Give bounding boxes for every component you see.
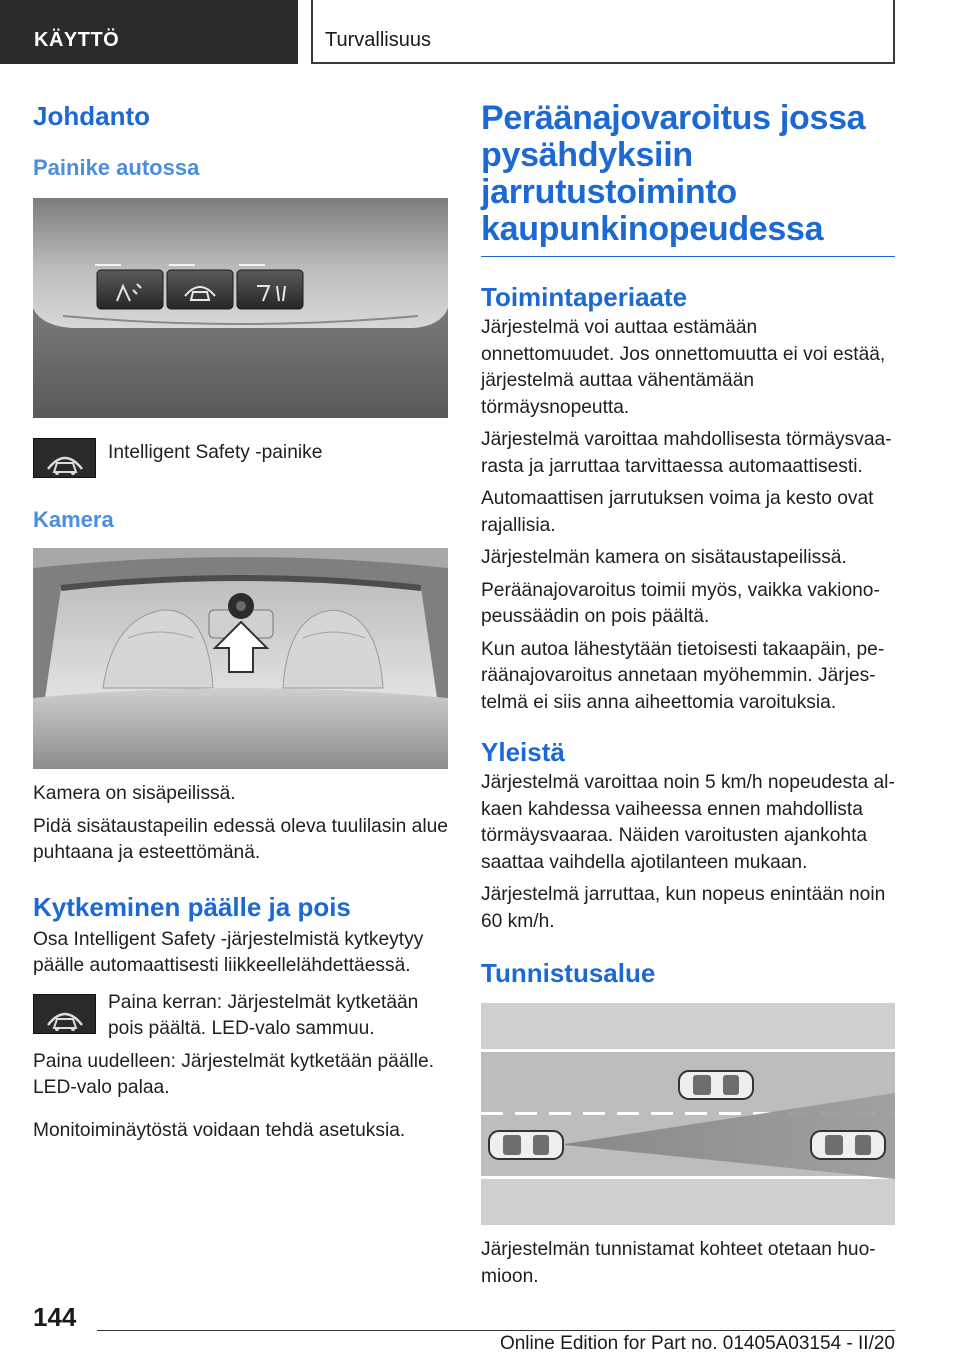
principle-text-6: Kun autoa lähestytään tietoisesti takaapäin, peräänajovaroitus annetaan myöhemmin. Järjestelmä ei siis anna aiheettomia varoituksia. (481, 638, 885, 713)
intelligent-safety-icon-2 (33, 994, 96, 1034)
target-car-icon-2 (811, 1131, 885, 1159)
principle-text-5: Peräänajovaroitus toimii myös, vaikka vakionopeussäädin on pois päältä. (481, 579, 880, 627)
principle-text-2: Järjestelmä varoittaa mahdollisesta törmäysvaarasta ja jarruttaa tarvittaessa automaattisesti. (481, 429, 892, 477)
switch-icon-row (33, 990, 448, 1043)
own-car-icon (489, 1131, 563, 1159)
header-section-tab (0, 0, 298, 64)
page-number: 144 (33, 1302, 77, 1332)
intro-heading: Johdanto (33, 101, 150, 131)
principle-heading: Toimintaperiaate (481, 282, 688, 312)
detection-range-illustration (481, 1003, 895, 1225)
range-heading: Tunnistusalue (481, 958, 656, 988)
intelligent-safety-icon (33, 438, 96, 478)
left-column (33, 100, 448, 1144)
switch-press-once-text: Paina kerran: Järjestelmät kytketään pois päältä. LED-valo sammuu. (108, 991, 419, 1039)
button-icon-row (33, 438, 448, 478)
footer-edition: Online Edition for Part no. 01405A03154 - II/20 (499, 1333, 895, 1354)
general-text-2: Järjestelmä jarruttaa, kun nopeus enintään noin 60 km/h. (481, 884, 886, 932)
right-column (481, 100, 895, 1290)
camera-heading: Kamera (33, 507, 114, 532)
main-heading: Peräänajovaroitus jossa pysähdyksiin jarrutustoiminto kaupunkinopeudessa (481, 99, 866, 248)
windshield-illustration (33, 548, 448, 769)
header-section-label: KÄYTTÖ (34, 29, 120, 51)
button-caption: Intelligent Safety -painike (108, 442, 323, 463)
header-chapter-tab (311, 0, 895, 64)
button-panel-illustration (33, 198, 448, 418)
principle-text-4: Järjestelmän kamera on sisätaustapeilissä. (481, 547, 847, 568)
camera-location-text: Kamera on sisäpeilissä. (33, 783, 236, 804)
switch-auto-text: Osa Intelligent Safety -järjestelmistä kytkeytyy päälle automaattisesti liikkeellelähdettäessä. (33, 928, 424, 976)
range-caption: Järjestelmän tunnistamat kohteet otetaan huomioon. (481, 1239, 876, 1287)
target-car-icon-1 (679, 1071, 753, 1099)
principle-text-3: Automaattisen jarrutuksen voima ja kesto ovat rajallisia. (481, 488, 874, 536)
switch-press-again-text: Paina uudelleen: Järjestelmät kytketään päälle. LED-valo palaa. (33, 1050, 435, 1098)
button-panel-photo (33, 198, 448, 418)
switch-heading: Kytkeminen päälle ja pois (33, 891, 351, 922)
header-chapter-label: Turvallisuus (325, 29, 431, 51)
footer-divider (97, 1330, 895, 1331)
button-heading: Painike autossa (33, 155, 200, 180)
general-heading: Yleistä (481, 737, 565, 767)
general-text-1: Järjestelmä varoittaa noin 5 km/h nopeudesta alkaen kahdessa vaiheessa ennen mahdollista törmäysvaaraa. Näiden varoitusten ajankohta saattaa vaihdella ajotilanteen mukaan. (481, 772, 895, 873)
camera-photo (33, 548, 448, 769)
main-heading-block (481, 100, 895, 257)
camera-clean-text: Pidä sisätaustapeilin edessä oleva tuulilasin alue puhtaana ja esteettömänä. (33, 815, 448, 863)
principle-text-1: Järjestelmä voi auttaa estämään onnettomuudet. Jos onnettomuutta ei voi estää, järjestelmä auttaa vähentämään törmäysnopeutta. (481, 317, 886, 418)
switch-settings-text: Monitoiminäytöstä voidaan tehdä asetuksia. (33, 1119, 406, 1141)
